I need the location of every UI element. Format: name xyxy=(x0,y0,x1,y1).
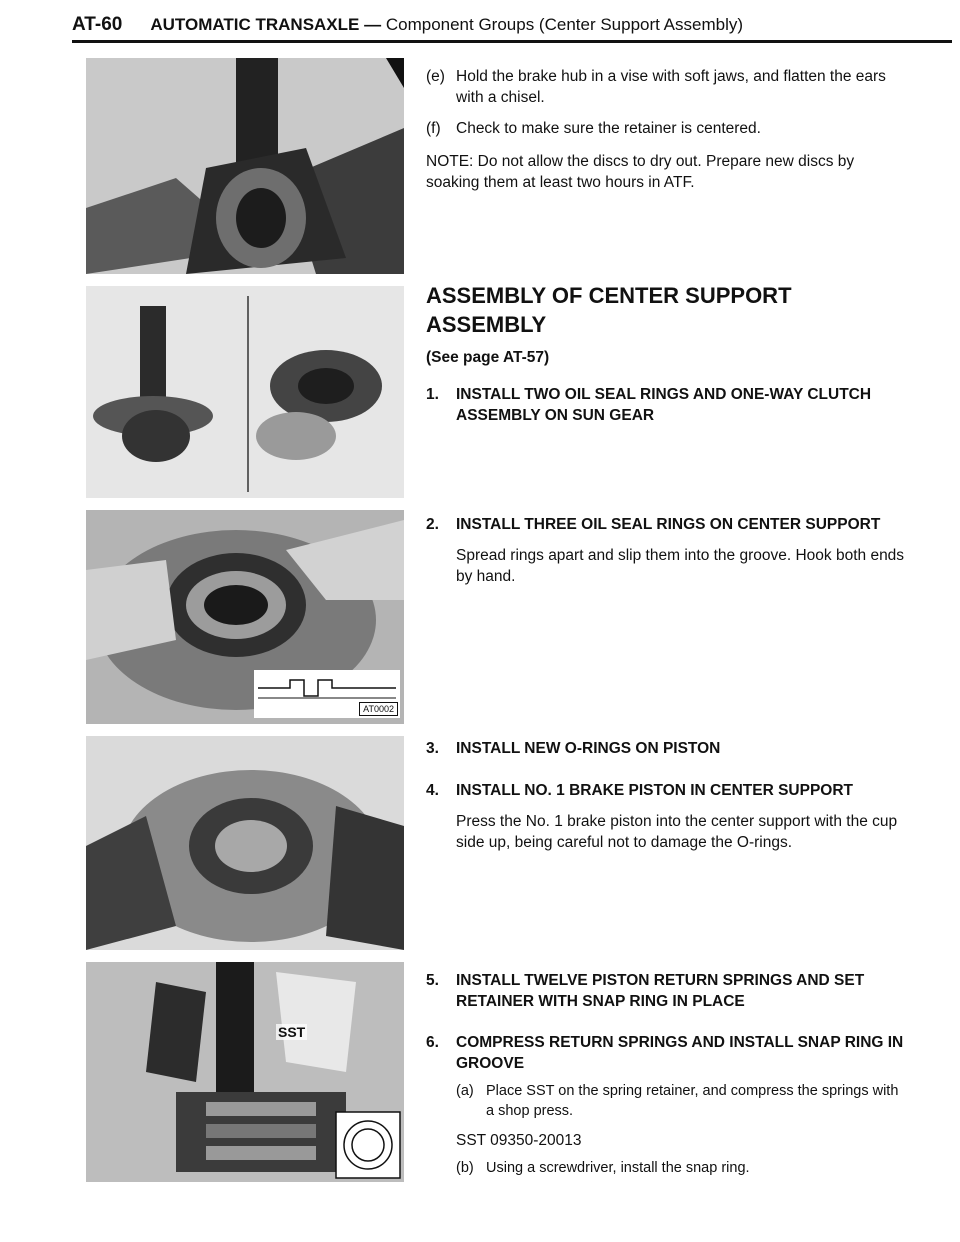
photo-sun-gear-clutch xyxy=(86,286,404,498)
substep-b xyxy=(426,1159,906,1179)
step-2-label: INSTALL THREE OIL SEAL RINGS ON CENTER SUPPORT xyxy=(456,516,881,533)
step-1-heading xyxy=(426,384,906,426)
step-3 xyxy=(426,738,906,759)
page-code: AT-60 xyxy=(72,14,123,35)
header-title-main: AUTOMATIC TRANSAXLE — xyxy=(150,15,382,34)
substep-f-text: Check to make sure the retainer is centered. xyxy=(456,120,761,138)
step-4 xyxy=(426,780,906,853)
step-3-label: INSTALL NEW O-RINGS ON PISTON xyxy=(456,740,721,757)
substep-a xyxy=(426,1082,906,1121)
step-6-label: COMPRESS RETURN SPRINGS AND INSTALL SNAP RING IN GROOVE xyxy=(456,1034,904,1073)
instruction-block-hub xyxy=(426,66,906,193)
sst-part-number: SST 09350-20013 xyxy=(456,1131,582,1149)
page-reference: (See page AT-57) xyxy=(426,349,550,367)
step-5-number: 5. xyxy=(426,972,439,989)
substep-b-text: Using a screwdriver, install the snap ring. xyxy=(486,1159,750,1176)
photo-brake-piston-install xyxy=(86,736,404,950)
header-title xyxy=(150,15,743,40)
header-subtitle: Component Groups (Center Support Assembly) xyxy=(385,15,744,34)
substep-e-text: Hold the brake hub in a vise with soft jaws, and flatten the ears with a chisel. xyxy=(456,68,886,107)
substep-a-text: Place SST on the spring retainer, and compress the springs with a shop press. xyxy=(486,1083,899,1119)
figure-code-label: AT0002 xyxy=(359,702,398,716)
substep-f-marker: (f) xyxy=(426,120,441,138)
step-2-text: Spread rings apart and slip them into the groove. Hook both ends by hand. xyxy=(456,547,905,586)
step-1 xyxy=(426,384,906,426)
photo-sst-spring-compress xyxy=(86,962,404,1182)
step-5 xyxy=(426,970,906,1012)
substep-f xyxy=(426,118,906,139)
sst-callout-label: SST xyxy=(278,1024,306,1040)
step-2 xyxy=(426,514,906,587)
substep-a-marker: (a) xyxy=(456,1083,474,1100)
section-assembly xyxy=(426,282,906,368)
step-1-label: INSTALL TWO OIL SEAL RINGS AND ONE-WAY CLUTCH ASSEMBLY ON SUN GEAR xyxy=(456,386,872,425)
step-4-number: 4. xyxy=(426,782,439,799)
section-title: ASSEMBLY OF CENTER SUPPORT ASSEMBLY xyxy=(426,283,792,337)
step-3-number: 3. xyxy=(426,740,439,757)
page-header xyxy=(72,10,952,43)
step-2-number: 2. xyxy=(426,516,439,533)
substep-e-marker: (e) xyxy=(426,68,445,85)
step-6-heading xyxy=(426,1032,906,1074)
step-5-label: INSTALL TWELVE PISTON RETURN SPRINGS AND SET RETAINER WITH SNAP RING IN PLACE xyxy=(456,972,865,1011)
substep-b-marker: (b) xyxy=(456,1159,474,1176)
substep-e xyxy=(426,66,906,108)
step-6 xyxy=(426,1032,906,1178)
step-4-text: Press the No. 1 brake piston into the center support with the cup side up, being careful not to damage the O-rings. xyxy=(456,813,898,852)
step-4-label: INSTALL NO. 1 BRAKE PISTON IN CENTER SUPPORT xyxy=(456,782,854,799)
step-3-heading xyxy=(426,738,906,759)
photo-center-support-seal-rings xyxy=(86,510,404,724)
photo-brake-hub-chisel xyxy=(86,58,404,274)
step-1-number: 1. xyxy=(426,386,439,403)
step-5-heading xyxy=(426,970,906,1012)
step-6-number: 6. xyxy=(426,1034,439,1051)
step-4-heading xyxy=(426,780,906,801)
step-2-heading xyxy=(426,514,906,535)
note-text: NOTE: Do not allow the discs to dry out. Prepare new discs by soaking them at least two hours in ATF. xyxy=(426,153,855,192)
